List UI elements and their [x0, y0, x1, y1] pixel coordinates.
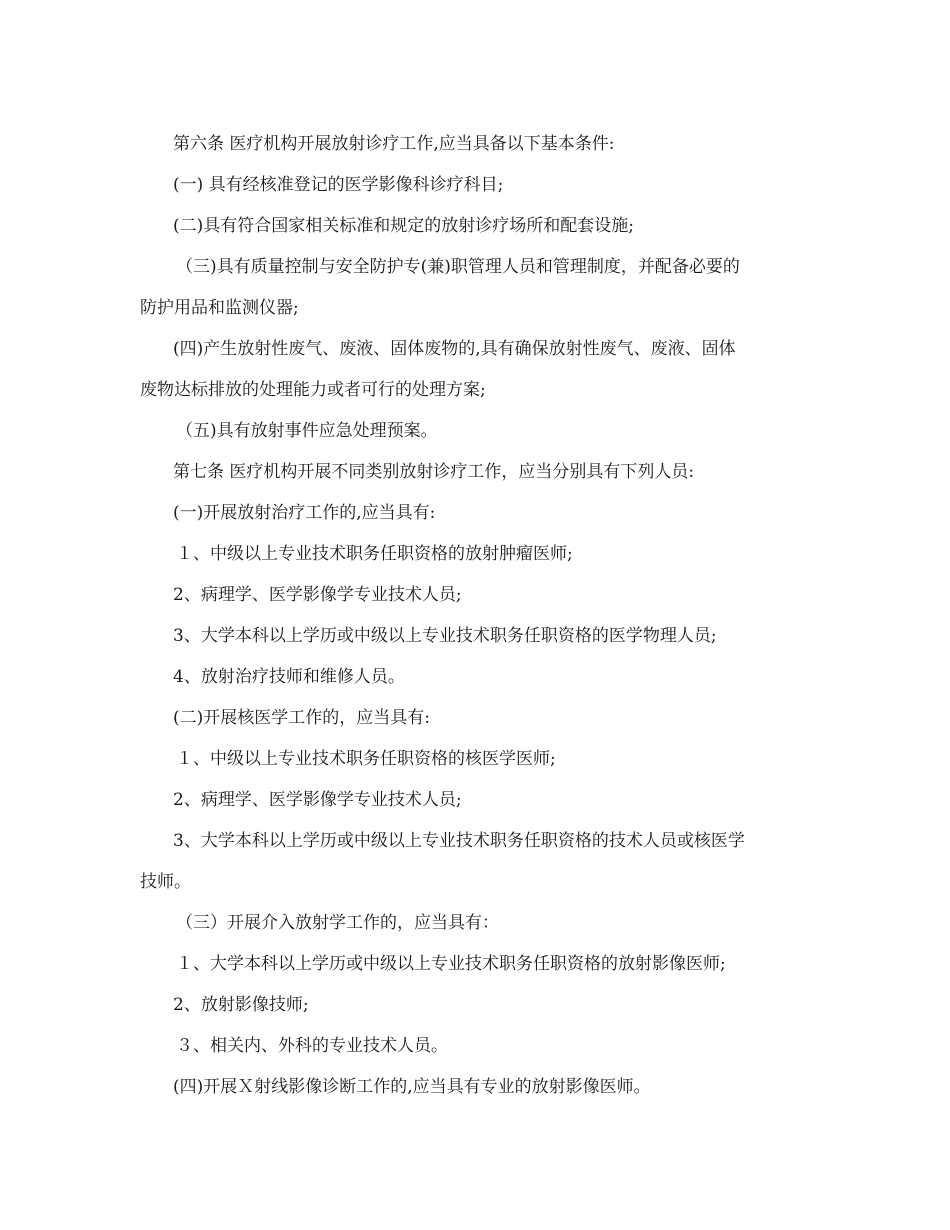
- article-6-heading: 第六条 医疗机构开展放射诊疗工作,应当具备以下基本条件:: [173, 134, 615, 154]
- article-7-section-2: (二)开展核医学工作的，应当具有:: [173, 708, 430, 728]
- article-7-s1-item-1: １、中级以上专业技术职务任职资格的放射肿瘤医师;: [176, 544, 573, 564]
- article-6-item-3-cont: 防护用品和监测仪器;: [140, 298, 299, 318]
- article-7-section-3: （三）开展介入放射学工作的，应当具有：: [176, 913, 499, 933]
- article-7-s2-item-3: 3、大学本科以上学历或中级以上专业技术职务任职资格的技术人员或核医学: [173, 831, 745, 851]
- article-6-item-4-cont: 废物达标排放的处理能力或者可行的处理方案;: [140, 380, 486, 400]
- article-7-s1-item-3: 3、大学本科以上学历或中级以上专业技术职务任职资格的医学物理人员;: [173, 626, 717, 646]
- article-7-s1-item-4: 4、放射治疗技师和维修人员。: [173, 667, 405, 687]
- article-7-s3-item-3: ３、相关内、外科的专业技术人员。: [176, 1036, 448, 1056]
- article-7-s3-item-2: 2、放射影像技师;: [173, 995, 309, 1015]
- article-7-s2-item-1: １、中级以上专业技术职务任职资格的核医学医师;: [176, 749, 556, 769]
- article-7-s1-item-2: 2、病理学、医学影像学专业技术人员;: [173, 585, 462, 605]
- article-6-item-4: (四)产生放射性废气、废液、固体废物的,具有确保放射性废气、废液、固体: [173, 339, 736, 359]
- article-7-heading: 第七条 医疗机构开展不同类别放射诊疗工作，应当分别具有下列人员:: [173, 462, 695, 482]
- article-6-item-1: (一) 具有经核准登记的医学影像科诊疗科目;: [173, 175, 504, 195]
- article-7-s2-item-2: 2、病理学、医学影像学专业技术人员;: [173, 790, 462, 810]
- article-7-section-1: (一)开展放射治疗工作的,应当具有:: [173, 503, 436, 523]
- article-7-section-4: (四)开展Ｘ射线影像诊断工作的,应当具有专业的放射影像医师。: [173, 1077, 651, 1097]
- article-6-item-5: （五)具有放射事件应急处理预案。: [176, 421, 438, 441]
- article-6-item-2: (二)具有符合国家相关标准和规定的放射诊疗场所和配套设施;: [173, 216, 634, 236]
- document-body: [140, 124, 820, 1108]
- article-6-item-3: （三)具有质量控制与安全防护专(兼)职管理人员和管理制度，并配备必要的: [176, 257, 740, 277]
- article-7-s2-item-3-cont: 技师。: [140, 872, 191, 892]
- article-7-s3-item-1: １、大学本科以上学历或中级以上专业技术职务任职资格的放射影像医师;: [176, 954, 726, 974]
